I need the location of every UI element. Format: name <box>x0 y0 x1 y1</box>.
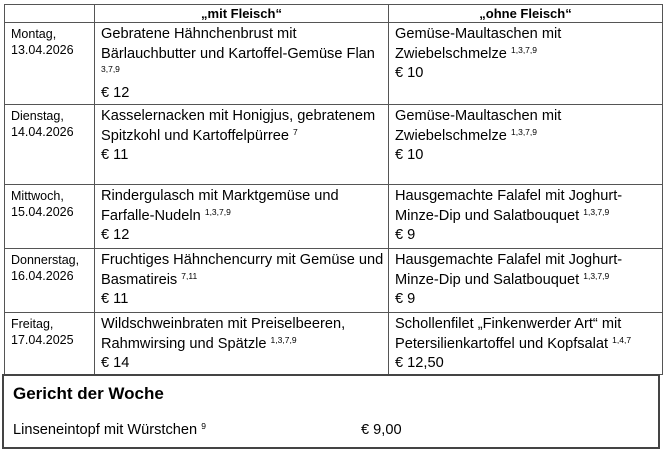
table-row <box>5 185 663 249</box>
table-row <box>5 105 663 185</box>
meat-dish <box>95 185 389 249</box>
day-cell <box>5 23 95 105</box>
allergens: 1,3,7,9 <box>511 126 537 137</box>
header-meat: „mit Fleisch“ <box>95 5 389 23</box>
price: € 10 <box>395 147 424 164</box>
veg-dish <box>389 249 663 313</box>
dish-name: Rindergulasch mit Marktgemüse und Farfalle-Nudeln <box>101 188 339 224</box>
veg-dish <box>389 105 663 185</box>
allergens: 1,3,7,9 <box>583 206 610 217</box>
day-cell <box>5 313 95 375</box>
header-veg: „ohne Fleisch“ <box>389 5 663 23</box>
weekday: Mittwoch, <box>11 189 64 203</box>
header-row <box>5 5 663 23</box>
day-cell <box>5 185 95 249</box>
allergens: 7,11 <box>181 270 198 281</box>
allergens: 1,3,7,9 <box>583 270 610 281</box>
meat-dish <box>95 105 389 185</box>
dish-name: Gebratene Hähnchenbrust mit Bärlauchbutter und Kartoffel-Gemüse Flan <box>101 26 375 62</box>
table-row <box>5 313 663 375</box>
meat-dish <box>95 249 389 313</box>
veg-dish <box>389 185 663 249</box>
week-title: Gericht der Woche <box>13 384 164 403</box>
table-row <box>5 249 663 313</box>
price: € 10 <box>395 65 424 82</box>
allergens: 3,7,9 <box>101 64 120 75</box>
allergens: 1,4,7 <box>612 334 632 345</box>
price: € 12 <box>101 84 130 101</box>
price: € 9 <box>395 227 416 244</box>
day-cell <box>5 105 95 185</box>
allergens: 7 <box>293 126 298 137</box>
meat-dish <box>95 313 389 375</box>
header-day <box>5 5 95 23</box>
date: 15.04.2026 <box>11 205 74 219</box>
dish-name: Wildschweinbraten mit Preiselbeeren, Rahmwirsing und Spätzle <box>101 316 346 352</box>
dish-name: Hausgemachte Falafel mit Joghurt-Minze-Dip und Salatbouquet <box>395 252 623 288</box>
price: € 12,50 <box>395 355 444 372</box>
day-cell <box>5 249 95 313</box>
dish-name: Fruchtiges Hähnchencurry mit Gemüse und Basmatireis <box>101 252 384 288</box>
allergens: 1,3,7,9 <box>270 334 297 345</box>
allergens: 1,3,7,9 <box>204 206 231 217</box>
allergens: 1,3,7,9 <box>511 44 537 55</box>
weekday: Donnerstag, <box>11 253 80 267</box>
price: € 11 <box>101 291 129 308</box>
price: € 9 <box>395 291 416 308</box>
dish-name: Hausgemachte Falafel mit Joghurt-Minze-Dip und Salatbouquet <box>395 188 623 224</box>
table-row <box>5 23 663 105</box>
date: 16.04.2026 <box>11 269 74 283</box>
allergens: 9 <box>201 421 206 431</box>
date: 17.04.2025 <box>11 333 74 347</box>
week-price: € 9,00 <box>361 422 402 438</box>
weekday: Freitag, <box>11 317 54 331</box>
dish-name: Linseneintopf mit Würstchen <box>13 422 198 438</box>
price: € 12 <box>101 227 130 244</box>
weekday: Montag, <box>11 27 57 41</box>
dish-name: Gemüse-Maultaschen mit Zwiebelschmelze <box>395 26 562 62</box>
date: 14.04.2026 <box>11 125 74 139</box>
dish-name: Schollenfilet „Finkenwerder Art“ mit Petersilienkartoffel und Kopfsalat <box>395 316 622 352</box>
week-dish <box>13 422 206 438</box>
dish-name: Kasselernacken mit Honigjus, gebratenem Spitzkohl und Kartoffelpürree <box>101 108 376 144</box>
price: € 14 <box>101 355 130 372</box>
veg-dish <box>389 23 663 105</box>
price: € 11 <box>101 147 129 164</box>
meat-dish <box>95 23 389 105</box>
dish-of-the-week-box <box>2 374 660 449</box>
weekday: Dienstag, <box>11 109 64 123</box>
menu-table <box>4 4 663 375</box>
date: 13.04.2026 <box>11 43 74 57</box>
veg-dish <box>389 313 663 375</box>
dish-name: Gemüse-Maultaschen mit Zwiebelschmelze <box>395 108 562 144</box>
